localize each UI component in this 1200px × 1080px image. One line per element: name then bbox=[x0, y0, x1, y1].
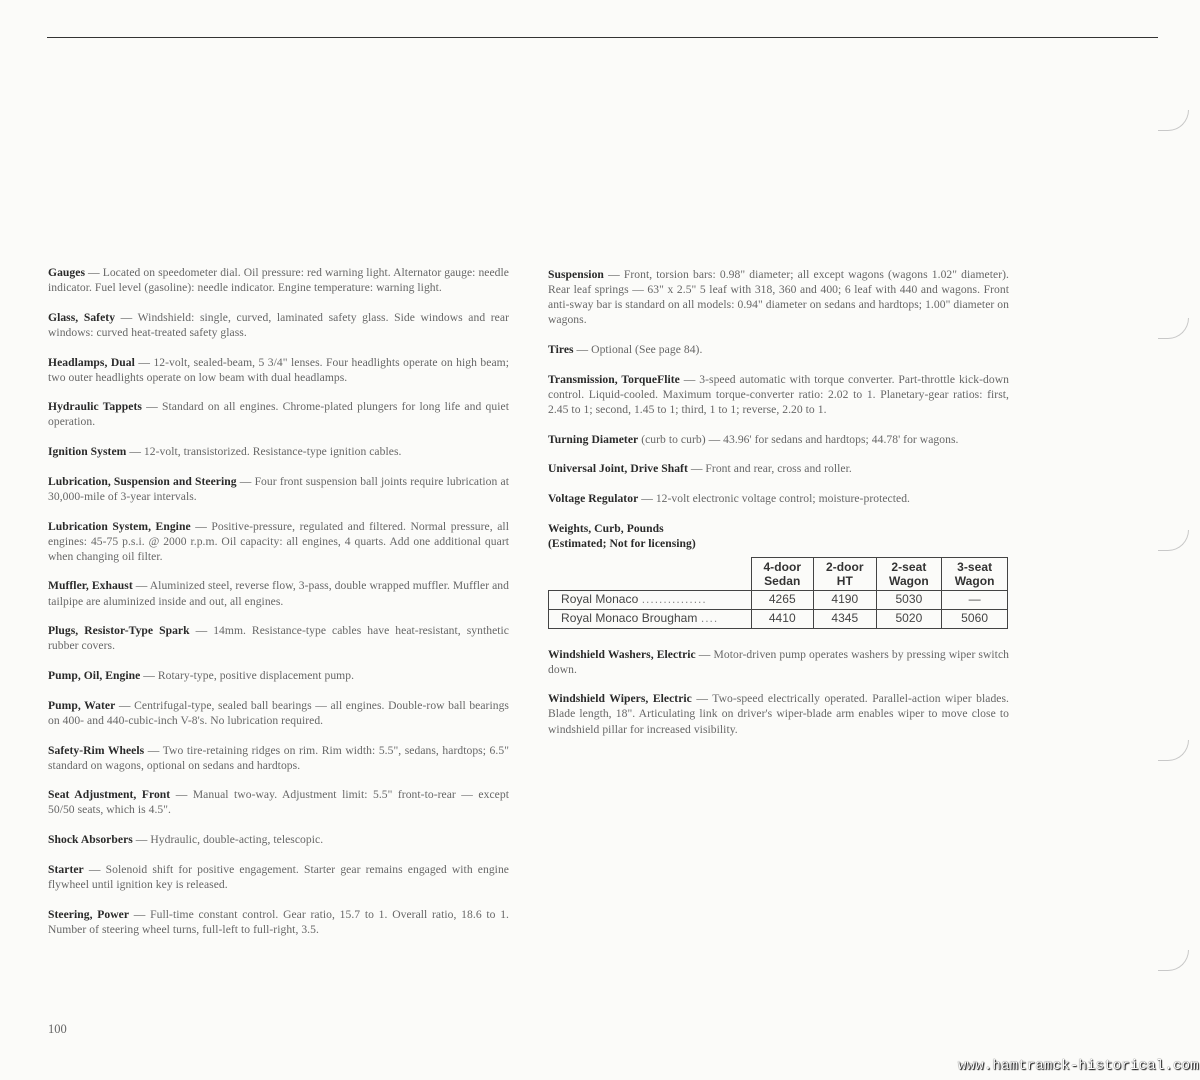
weight-cell: 5030 bbox=[876, 590, 942, 609]
spec-term: Hydraulic Tappets bbox=[48, 400, 142, 414]
weight-cell: 5020 bbox=[876, 609, 942, 628]
spec-dash: — bbox=[705, 432, 724, 446]
spec-term: Muffler, Exhaust bbox=[48, 579, 133, 593]
spec-term: Steering, Power bbox=[48, 907, 130, 921]
binder-hole-mark bbox=[1158, 740, 1189, 761]
spec-description: Aluminized steel, reverse flow, 3-pass, double wrapped muffler. Muffler and tailpipe are aluminized inside and out, all engines. bbox=[48, 579, 509, 608]
spec-entry bbox=[48, 907, 509, 937]
weights-title bbox=[548, 521, 1009, 551]
weights-table bbox=[548, 557, 1008, 629]
spec-dash: — bbox=[83, 862, 106, 876]
spec-term: Shock Absorbers bbox=[48, 833, 133, 847]
spec-term: Tires bbox=[548, 342, 574, 356]
spec-dash: — bbox=[115, 698, 135, 712]
spec-entry bbox=[48, 355, 509, 385]
spec-entry bbox=[48, 519, 509, 564]
model-cell: Royal Monaco Brougham .... bbox=[549, 609, 752, 628]
binder-hole-mark bbox=[1158, 110, 1189, 131]
spec-entry bbox=[548, 691, 1009, 736]
spec-entry bbox=[548, 491, 1009, 506]
spec-note: (curb to curb) bbox=[641, 432, 706, 446]
binder-hole-mark bbox=[1158, 530, 1189, 551]
spec-description: Front, torsion bars: 0.98" diameter; all except wagons (wagons 1.02" diameter). Rear leaf springs — 63" x 2.5" 5 leaf with 318, 360 and 400; 6 leaf with 440 and wagons. Front anti-sway bar is standard on all models: 0.94" diameter on sedans and hardtops; 1.00" diameter on wagons. bbox=[548, 268, 1009, 327]
spec-dash: — bbox=[134, 355, 154, 369]
spec-dash: — bbox=[170, 788, 193, 802]
spec-term: Headlamps, Dual bbox=[48, 355, 135, 369]
spec-dash: — bbox=[126, 445, 144, 459]
spec-description: Two-speed electrically operated. Parallel-action wiper blades. Blade length, 18". Articulating link on driver's wiper-blade arm enables wiper to move close to windshield pillar for increased visibility. bbox=[548, 692, 1010, 736]
spec-description: Two tire-retaining ridges on rim. Rim width: 5.5", sedans, hardtops; 6.5" standard on wagons, optional on sedans and hardtops. bbox=[48, 743, 509, 772]
weight-cell: 4265 bbox=[751, 590, 814, 609]
spec-entry bbox=[48, 265, 509, 295]
spec-entry bbox=[548, 267, 1009, 327]
header-rule bbox=[47, 37, 1158, 38]
weights-title-line1: Weights, Curb, Pounds bbox=[548, 521, 664, 535]
spec-description: 12-volt, sealed-beam, 5 3/4" lenses. Four headlights operate on high beam; two outer headlights operate on low beam with dual headlamps. bbox=[48, 355, 509, 384]
spec-entry bbox=[48, 444, 509, 459]
spec-dash: — bbox=[687, 462, 706, 476]
spec-term: Plugs, Resistor-Type Spark bbox=[48, 624, 190, 638]
spec-entry bbox=[48, 310, 509, 340]
spec-term: Transmission, TorqueFlite bbox=[548, 372, 680, 386]
spec-description: Windshield: single, curved, laminated safety glass. Side windows and rear windows: curved heat-treated safety glass. bbox=[48, 310, 509, 339]
spec-description: 12-volt electronic voltage control; moisture-protected. bbox=[655, 491, 910, 505]
spec-term: Gauges bbox=[48, 266, 86, 279]
spec-term: Windshield Washers, Electric bbox=[548, 647, 696, 661]
spec-dash: — bbox=[679, 372, 700, 386]
spec-description: Located on speedometer dial. Oil pressure: red warning light. Alternator gauge: needle indicator. Fuel level (gasoline): needle indicator. Engine temperature: warning light. bbox=[48, 266, 509, 295]
spec-dash: — bbox=[691, 692, 713, 706]
table-row bbox=[549, 609, 1008, 628]
spec-dash: — bbox=[129, 907, 151, 921]
spec-entry bbox=[48, 623, 509, 653]
spec-dash: — bbox=[603, 268, 624, 281]
spec-term: Starter bbox=[48, 862, 84, 876]
spec-description: Front and rear, cross and roller. bbox=[705, 462, 852, 476]
spec-entry bbox=[548, 342, 1009, 357]
spec-entry bbox=[548, 432, 1009, 447]
model-cell: Royal Monaco ............... bbox=[549, 590, 752, 609]
spec-dash: — bbox=[144, 743, 163, 757]
weight-cell: 4345 bbox=[814, 609, 877, 628]
spec-description: Centrifugal-type, sealed ball bearings — all engines. Double-row ball bearings on 400- and 440-cubic-inch V-8's. No lubrication required. bbox=[48, 698, 509, 727]
spec-description: Manual two-way. Adjustment limit: 5.5" front-to-rear — except 50/50 seats, which is 4.5". bbox=[48, 788, 509, 817]
spec-entry bbox=[48, 787, 509, 817]
left-column bbox=[48, 265, 509, 951]
spec-dash: — bbox=[573, 342, 592, 356]
spec-entry bbox=[48, 668, 509, 683]
spec-dash: — bbox=[115, 310, 138, 324]
weight-cell: 5060 bbox=[942, 609, 1008, 628]
spec-term: Turning Diameter bbox=[548, 432, 639, 446]
weight-cell: — bbox=[942, 590, 1008, 609]
weights-title-line2: (Estimated; Not for licensing) bbox=[548, 536, 696, 550]
spec-description: Rotary-type, positive displacement pump. bbox=[157, 669, 355, 683]
spec-description: Standard on all engines. Chrome-plated plungers for long life and quiet operation. bbox=[48, 400, 509, 429]
spec-dash: — bbox=[189, 624, 214, 638]
spec-description: Positive-pressure, regulated and filtered. Normal pressure, all engines: 45-75 p.s.i. @ 2000 r.p.m. Oil capacity: all engines, 4 quarts. Add one additional quart when changing oil filter. bbox=[48, 519, 509, 563]
spec-term: Lubrication System, Engine bbox=[48, 519, 191, 533]
weights-header-row bbox=[549, 557, 1008, 590]
spec-description: Optional (See page 84). bbox=[591, 342, 703, 356]
spec-dash: — bbox=[132, 833, 151, 847]
spec-dash: — bbox=[141, 400, 163, 414]
spec-term: Pump, Water bbox=[48, 698, 116, 712]
spec-term: Voltage Regulator bbox=[548, 491, 639, 505]
spec-term: Safety-Rim Wheels bbox=[48, 743, 145, 757]
spec-term: Pump, Oil, Engine bbox=[48, 669, 141, 683]
spec-entry bbox=[548, 372, 1009, 417]
spec-description: Motor-driven pump operates washers by pressing wiper switch down. bbox=[548, 647, 1009, 676]
spec-description: 43.96' for sedans and hardtops; 44.78' for wagons. bbox=[723, 432, 959, 446]
spec-description: Full-time constant control. Gear ratio, 15.7 to 1. Overall ratio, 18.6 to 1. Number of steering wheel turns, full-left to full-right, 3.5. bbox=[48, 907, 509, 936]
spec-term: Seat Adjustment, Front bbox=[48, 788, 171, 802]
weights-header-cell: 4-door Sedan bbox=[751, 557, 814, 590]
spec-entry bbox=[48, 474, 509, 504]
page-number: 100 bbox=[48, 1022, 67, 1036]
weights-header-cell: 2-door HT bbox=[814, 557, 877, 590]
spec-entry bbox=[548, 461, 1009, 476]
spec-dash: — bbox=[132, 579, 150, 593]
spec-term: Ignition System bbox=[48, 445, 127, 459]
weights-header-blank bbox=[549, 557, 752, 590]
spec-entry bbox=[48, 832, 509, 847]
spec-entry bbox=[48, 578, 509, 608]
spec-description: Solenoid shift for positive engagement. Starter gear remains engaged with engine flywheel until ignition key is released. bbox=[48, 862, 509, 891]
weight-cell: 4410 bbox=[751, 609, 814, 628]
spec-entry bbox=[48, 743, 509, 773]
spec-dash: — bbox=[85, 266, 103, 279]
spec-dash: — bbox=[140, 669, 158, 683]
spec-term: Glass, Safety bbox=[48, 310, 116, 324]
spec-dash: — bbox=[190, 519, 212, 533]
spec-entry bbox=[548, 647, 1009, 677]
weights-header-cell: 3-seat Wagon bbox=[942, 557, 1008, 590]
spec-term: Lubrication, Suspension and Steering bbox=[48, 474, 237, 488]
spec-dash: — bbox=[695, 647, 714, 661]
spec-term: Windshield Wipers, Electric bbox=[548, 692, 692, 706]
spec-term: Universal Joint, Drive Shaft bbox=[548, 462, 688, 476]
spec-dash: — bbox=[638, 491, 656, 505]
watermark: www.hamtramck-historical.com bbox=[958, 1058, 1199, 1074]
spec-entry bbox=[48, 862, 509, 892]
spec-term: Suspension bbox=[548, 268, 604, 281]
spec-dash: — bbox=[236, 474, 255, 488]
spec-entry bbox=[48, 698, 509, 728]
spec-description: 14mm. Resistance-type cables have heat-resistant, synthetic rubber covers. bbox=[48, 624, 509, 653]
spec-description: Four front suspension ball joints require lubrication at 30,000-mile of 3-year intervals. bbox=[48, 474, 509, 503]
binder-hole-mark bbox=[1158, 950, 1189, 971]
table-row bbox=[549, 590, 1008, 609]
right-column bbox=[548, 267, 1009, 751]
binder-hole-mark bbox=[1158, 318, 1189, 339]
spec-entry bbox=[48, 399, 509, 429]
spec-description: 3-speed automatic with torque converter. Part-throttle kick-down control. Liquid-cooled. Maximum torque-converter ratio: 2.02 to 1. Planetary-gear ratios: first, 2.45 to 1; second, 1.45 to 1; third, 1 to 1; reverse, 2.20 to 1. bbox=[548, 372, 1009, 416]
weights-header-cell: 2-seat Wagon bbox=[876, 557, 942, 590]
spec-description: Hydraulic, double-acting, telescopic. bbox=[150, 833, 324, 847]
spec-description: 12-volt, transistorized. Resistance-type ignition cables. bbox=[143, 445, 402, 459]
weight-cell: 4190 bbox=[814, 590, 877, 609]
